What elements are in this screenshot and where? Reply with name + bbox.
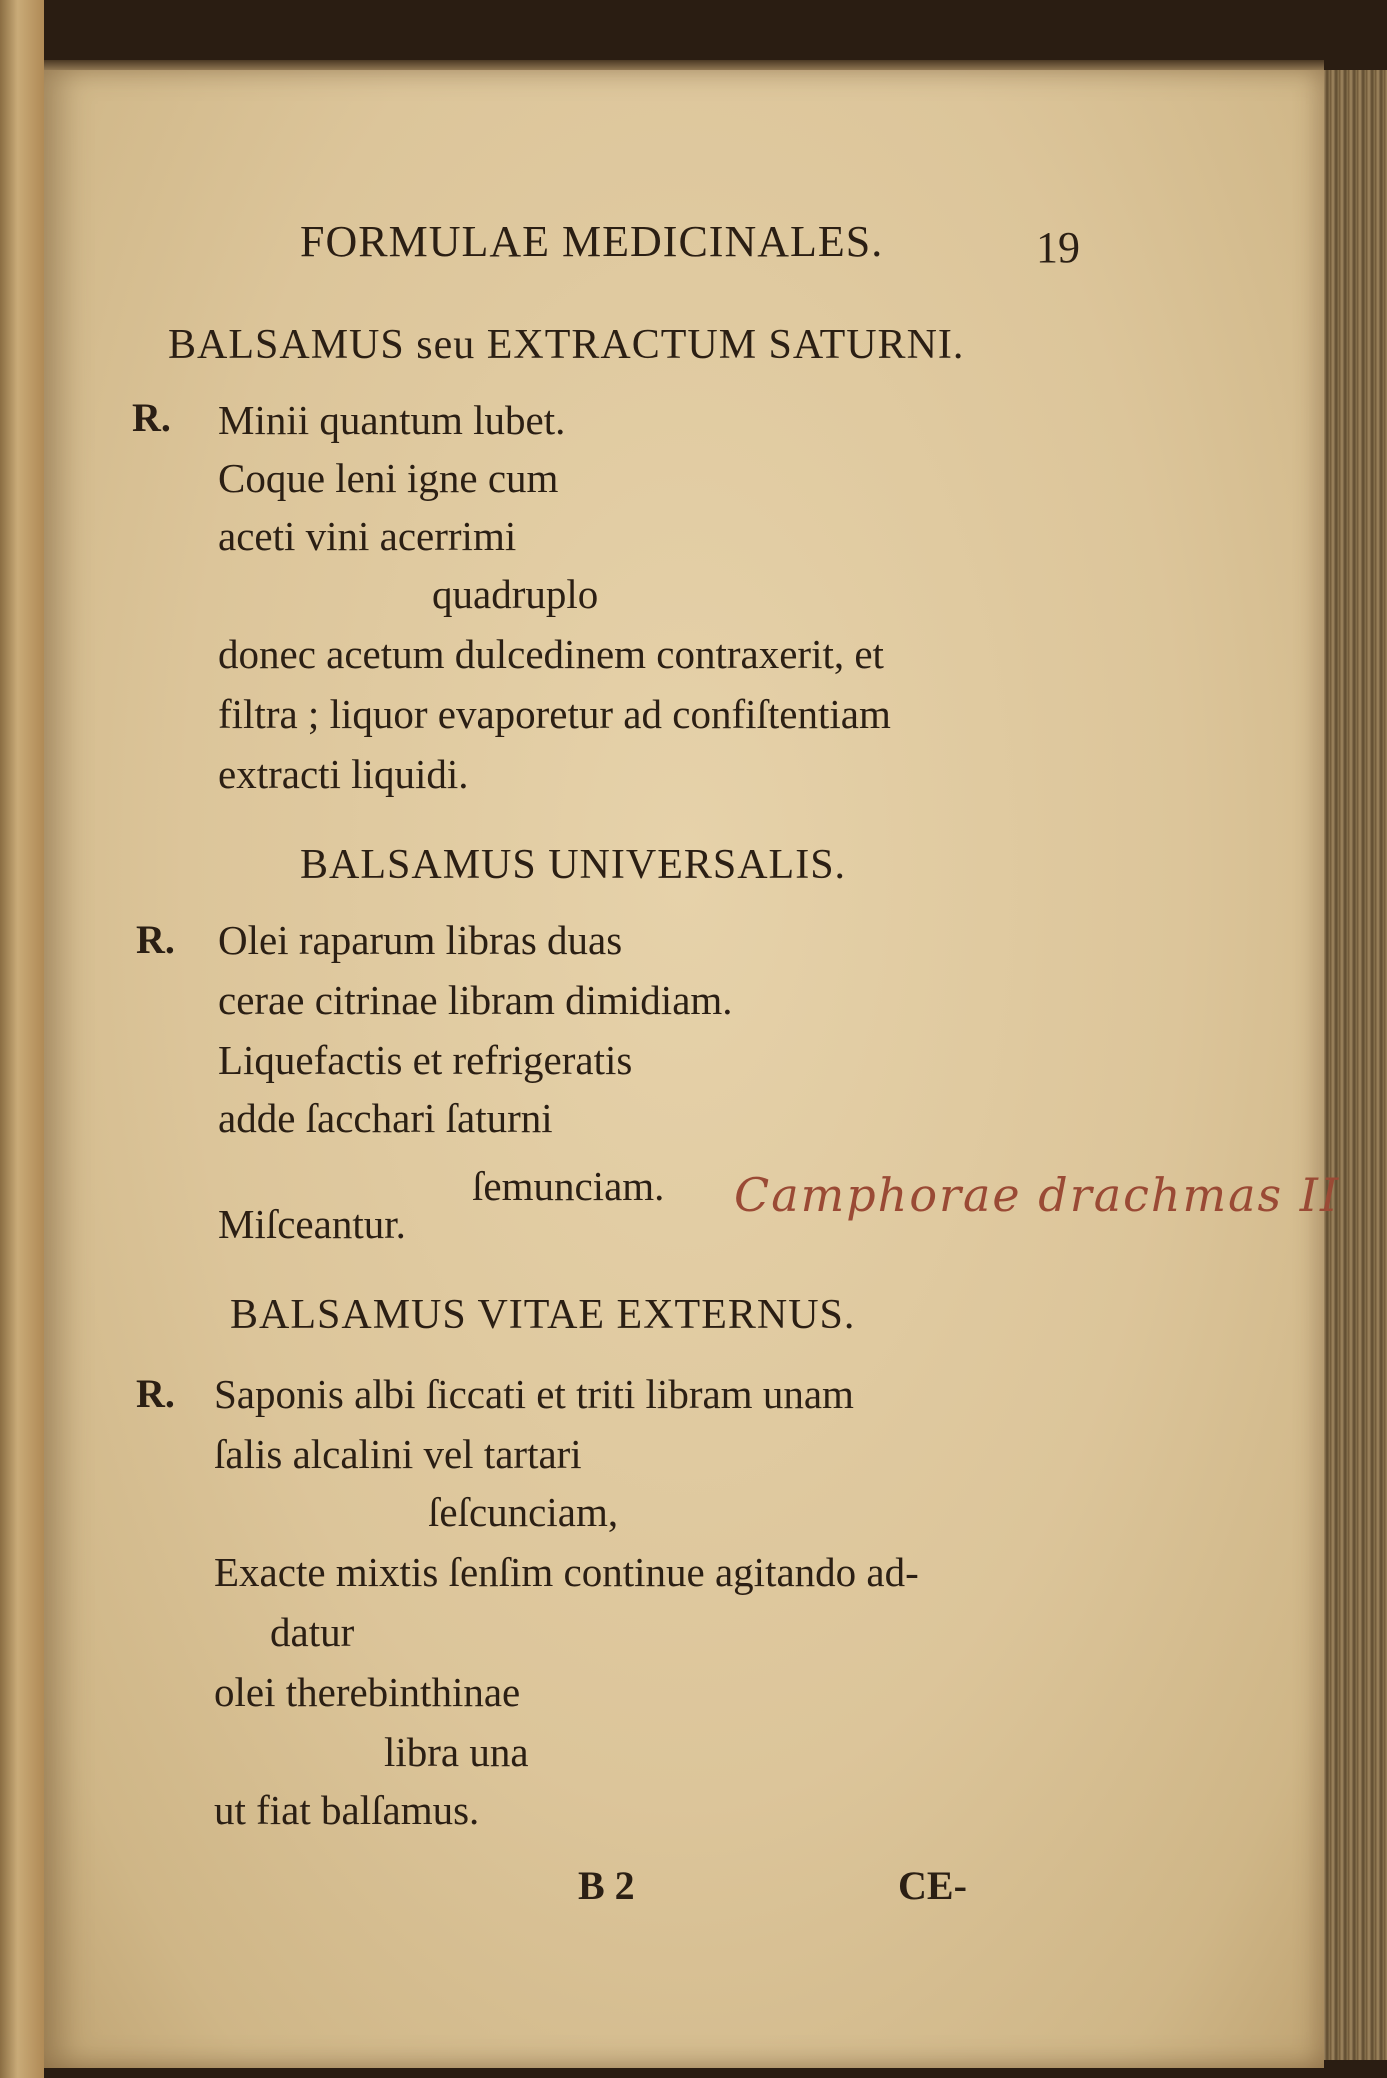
- line: Exacte mixtis ſenſim continue agitando ad-: [214, 1549, 919, 1595]
- line: Miſceantur.: [218, 1201, 406, 1247]
- section-heading-3: BALSAMUS VITAE EXTERNUS.: [230, 1292, 856, 1338]
- line: ſeſcunciam,: [428, 1489, 619, 1535]
- signature-mark: B 2: [578, 1863, 635, 1908]
- line: datur: [270, 1609, 355, 1655]
- line: extracti liquidi.: [218, 751, 469, 797]
- line: ſemunciam.: [472, 1163, 665, 1209]
- recipe-mark-1: R.: [132, 395, 171, 440]
- book-page: [44, 68, 1341, 2068]
- line: adde ſacchari ſaturni: [218, 1095, 553, 1141]
- page-top-edge: [44, 60, 1324, 70]
- line: quadruplo: [432, 571, 599, 617]
- recipe-mark-3: R.: [136, 1371, 175, 1416]
- handwritten-annotation: Camphorae drachmas II: [734, 1168, 1341, 1222]
- section-heading-2: BALSAMUS UNIVERSALIS.: [300, 842, 847, 888]
- page-edge-stack: [1319, 70, 1387, 2060]
- line: Minii quantum lubet.: [218, 397, 566, 443]
- line: cerae citrinae libram dimidiam.: [218, 977, 733, 1023]
- page-number: 19: [1036, 223, 1080, 272]
- line: Saponis albi ſiccati et triti libram unam: [214, 1371, 854, 1417]
- line: Coque leni igne cum: [218, 455, 559, 501]
- recipe-mark-2: R.: [136, 917, 175, 962]
- catchword: CE-: [898, 1863, 967, 1908]
- line: aceti vini acerrimi: [218, 513, 517, 559]
- line: libra una: [384, 1729, 529, 1775]
- line: Liquefactis et refrigeratis: [218, 1037, 633, 1083]
- line: ut fiat balſamus.: [214, 1787, 480, 1833]
- line: olei therebinthinae: [214, 1669, 521, 1715]
- running-head-title: FORMULAE MEDICINALES.: [300, 217, 884, 266]
- line: ſalis alcalini vel tartari: [214, 1431, 582, 1477]
- section-heading-1: BALSAMUS seu EXTRACTUM SATURNI.: [168, 322, 965, 368]
- line: Olei raparum libras duas: [218, 917, 623, 963]
- line: donec acetum dulcedinem contraxerit, et: [218, 631, 884, 677]
- previous-page-edge: [0, 0, 44, 2078]
- running-head: [300, 216, 1080, 276]
- line: filtra ; liquor evaporetur ad confiſtentiam: [218, 691, 891, 737]
